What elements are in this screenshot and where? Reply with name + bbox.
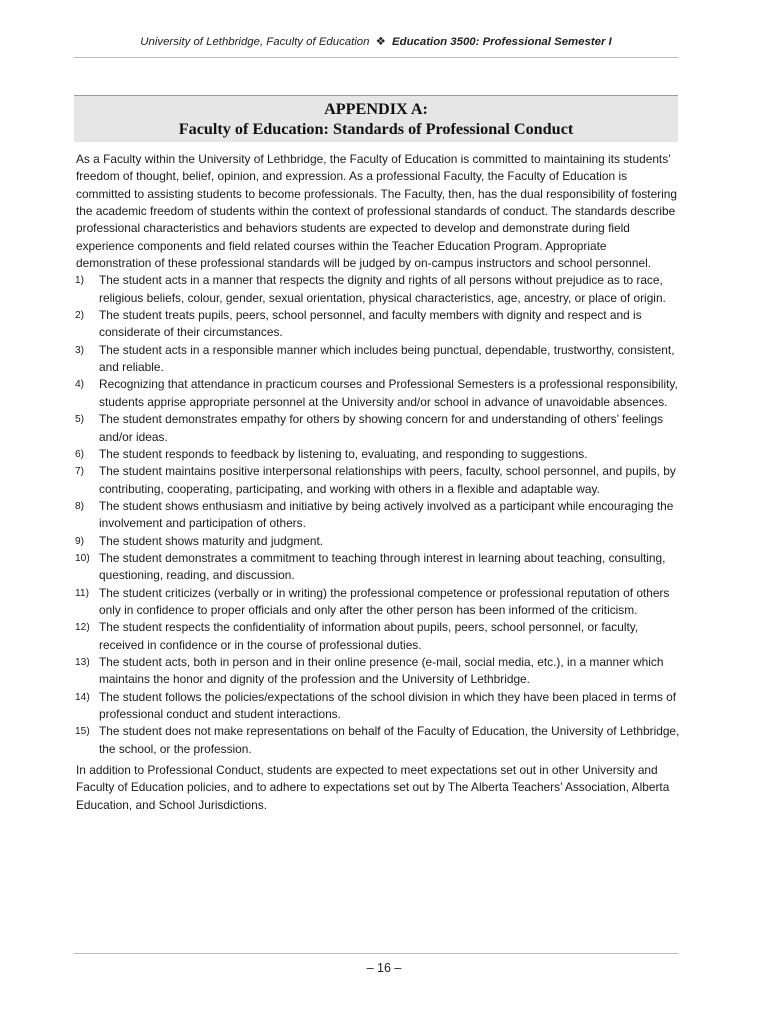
- list-item: [76, 550, 680, 585]
- list-item-number: 2): [75, 310, 85, 322]
- list-item-number: 8): [75, 500, 85, 512]
- list-item: [76, 463, 680, 498]
- list-item-text: The student follows the policies/expectations of the school division in which they have been placed in terms of professional conduct and student interactions.: [99, 689, 677, 721]
- list-item-text: The student does not make representations on behalf of the Faculty of Education, the University of Lethbridge, the school, or the profession.: [99, 724, 680, 756]
- list-item-number: 12): [75, 622, 90, 634]
- list-item-text: The student acts in a manner that respects the dignity and rights of all persons without prejudice as to race, religious beliefs, colour, gender, sexual orientation, physical characteristics, age, ancestry, or place of origin.: [99, 273, 666, 305]
- list-item-text: Recognizing that attendance in practicum courses and Professional Semesters is a professional responsibility, students apprise appropriate personnel at the University and/or school in advance of unavoidable absences.: [99, 377, 678, 409]
- list-item-number: 3): [75, 344, 85, 356]
- list-item: [76, 342, 680, 377]
- list-item: [76, 376, 680, 411]
- list-item-number: 9): [75, 535, 85, 547]
- list-item-number: 1): [75, 275, 85, 287]
- closing-paragraph: In addition to Professional Conduct, students are expected to meet expectations set out in other University and Faculty of Education policies, and to adhere to expectations set out by The Alberta Teachers’ Association, Alberta Education, and School Jurisdictions.: [76, 763, 670, 812]
- list-item-text: The student demonstrates empathy for others by showing concern for and understanding of others’ feelings and/or ideas.: [99, 412, 664, 444]
- header-divider: [74, 57, 678, 58]
- list-item-text: The student acts, both in person and in their online presence (e-mail, social media, etc.), in a manner which maintains the honor and dignity of the profession and the University of Lethbridge.: [99, 654, 664, 687]
- appendix-title-box: [74, 95, 678, 142]
- list-item: [76, 446, 680, 463]
- list-item-number: 6): [75, 448, 85, 460]
- list-item-number: 11): [75, 587, 89, 599]
- list-item-number: 14): [75, 691, 90, 703]
- header-institution: University of Lethbridge, Faculty of Education: [140, 36, 370, 48]
- list-item: [76, 498, 680, 533]
- list-item-text: The student criticizes (verbally or in writing) the professional competence or professional reputation of others only in confidence to proper officials and only after the other person has been informed of the criticism.: [99, 585, 670, 617]
- header-course: Education 3500: Professional Semester I: [392, 36, 612, 48]
- list-item: [76, 585, 680, 620]
- list-item-text: The student responds to feedback by listening to, evaluating, and responding to suggestions.: [99, 446, 588, 461]
- list-item: [76, 723, 680, 758]
- list-item-text: The student respects the confidentiality of information about pupils, peers, school personnel, or faculty, received in confidence or in the course of professional duties.: [99, 620, 639, 652]
- list-item-text: The student demonstrates a commitment to teaching through interest in learning about teaching, consulting, questioning, reading, and discussion.: [99, 550, 666, 583]
- intro-paragraph: As a Faculty within the University of Lethbridge, the Faculty of Education is committed to maintaining its students’ freedom of thought, belief, opinion, and expression. As a professional Faculty, the Faculty of Education is committed to assisting students to become professionals. The Faculty, then, has the dual responsibility of fostering the academic freedom of students within the context of professional standards of conduct. The standards describe professional characteristics and behaviors students are expected to develop and demonstrate during field experience components and field related courses within the Teacher Education Program. Appropriate demonstration of these professional standards will be judged by on-campus instructors and school personnel.: [76, 152, 678, 271]
- appendix-heading: APPENDIX A:: [324, 100, 428, 118]
- list-item: [76, 307, 680, 342]
- list-item-number: 13): [75, 656, 90, 668]
- running-header: [74, 34, 678, 48]
- footer-divider: [74, 953, 678, 954]
- list-item-number: 4): [75, 379, 85, 391]
- list-item: [76, 654, 680, 689]
- list-item-number: 5): [75, 414, 85, 426]
- list-item: [76, 619, 680, 654]
- document-body: [76, 151, 680, 814]
- list-item-number: 10): [75, 552, 90, 564]
- list-item-text: The student acts in a responsible manner which includes being punctual, dependable, trustworthy, consistent, and reliable.: [99, 342, 675, 375]
- list-item: [76, 533, 680, 550]
- list-item: [76, 272, 680, 307]
- list-item: [76, 689, 680, 724]
- header-separator-icon: ❖: [375, 36, 386, 48]
- list-item-number: 7): [75, 466, 85, 478]
- list-item-text: The student treats pupils, peers, school personnel, and faculty members with dignity and respect and is considerate of their circumstances.: [99, 308, 642, 340]
- list-item: [76, 411, 680, 446]
- standards-list: [76, 272, 680, 758]
- list-item-text: The student maintains positive interpersonal relationships with peers, faculty, school personnel, and pupils, by contributing, cooperating, participating, and working with others in a flexible and adaptable way.: [99, 464, 676, 496]
- page-number: – 16 –: [366, 961, 402, 975]
- list-item-text: The student shows maturity and judgment.: [99, 533, 324, 548]
- list-item-number: 15): [75, 726, 90, 738]
- appendix-title: Faculty of Education: Standards of Professional Conduct: [178, 120, 574, 138]
- list-item-text: The student shows enthusiasm and initiative by being actively involved as a participant while encouraging the involvement and participation of others.: [99, 498, 674, 531]
